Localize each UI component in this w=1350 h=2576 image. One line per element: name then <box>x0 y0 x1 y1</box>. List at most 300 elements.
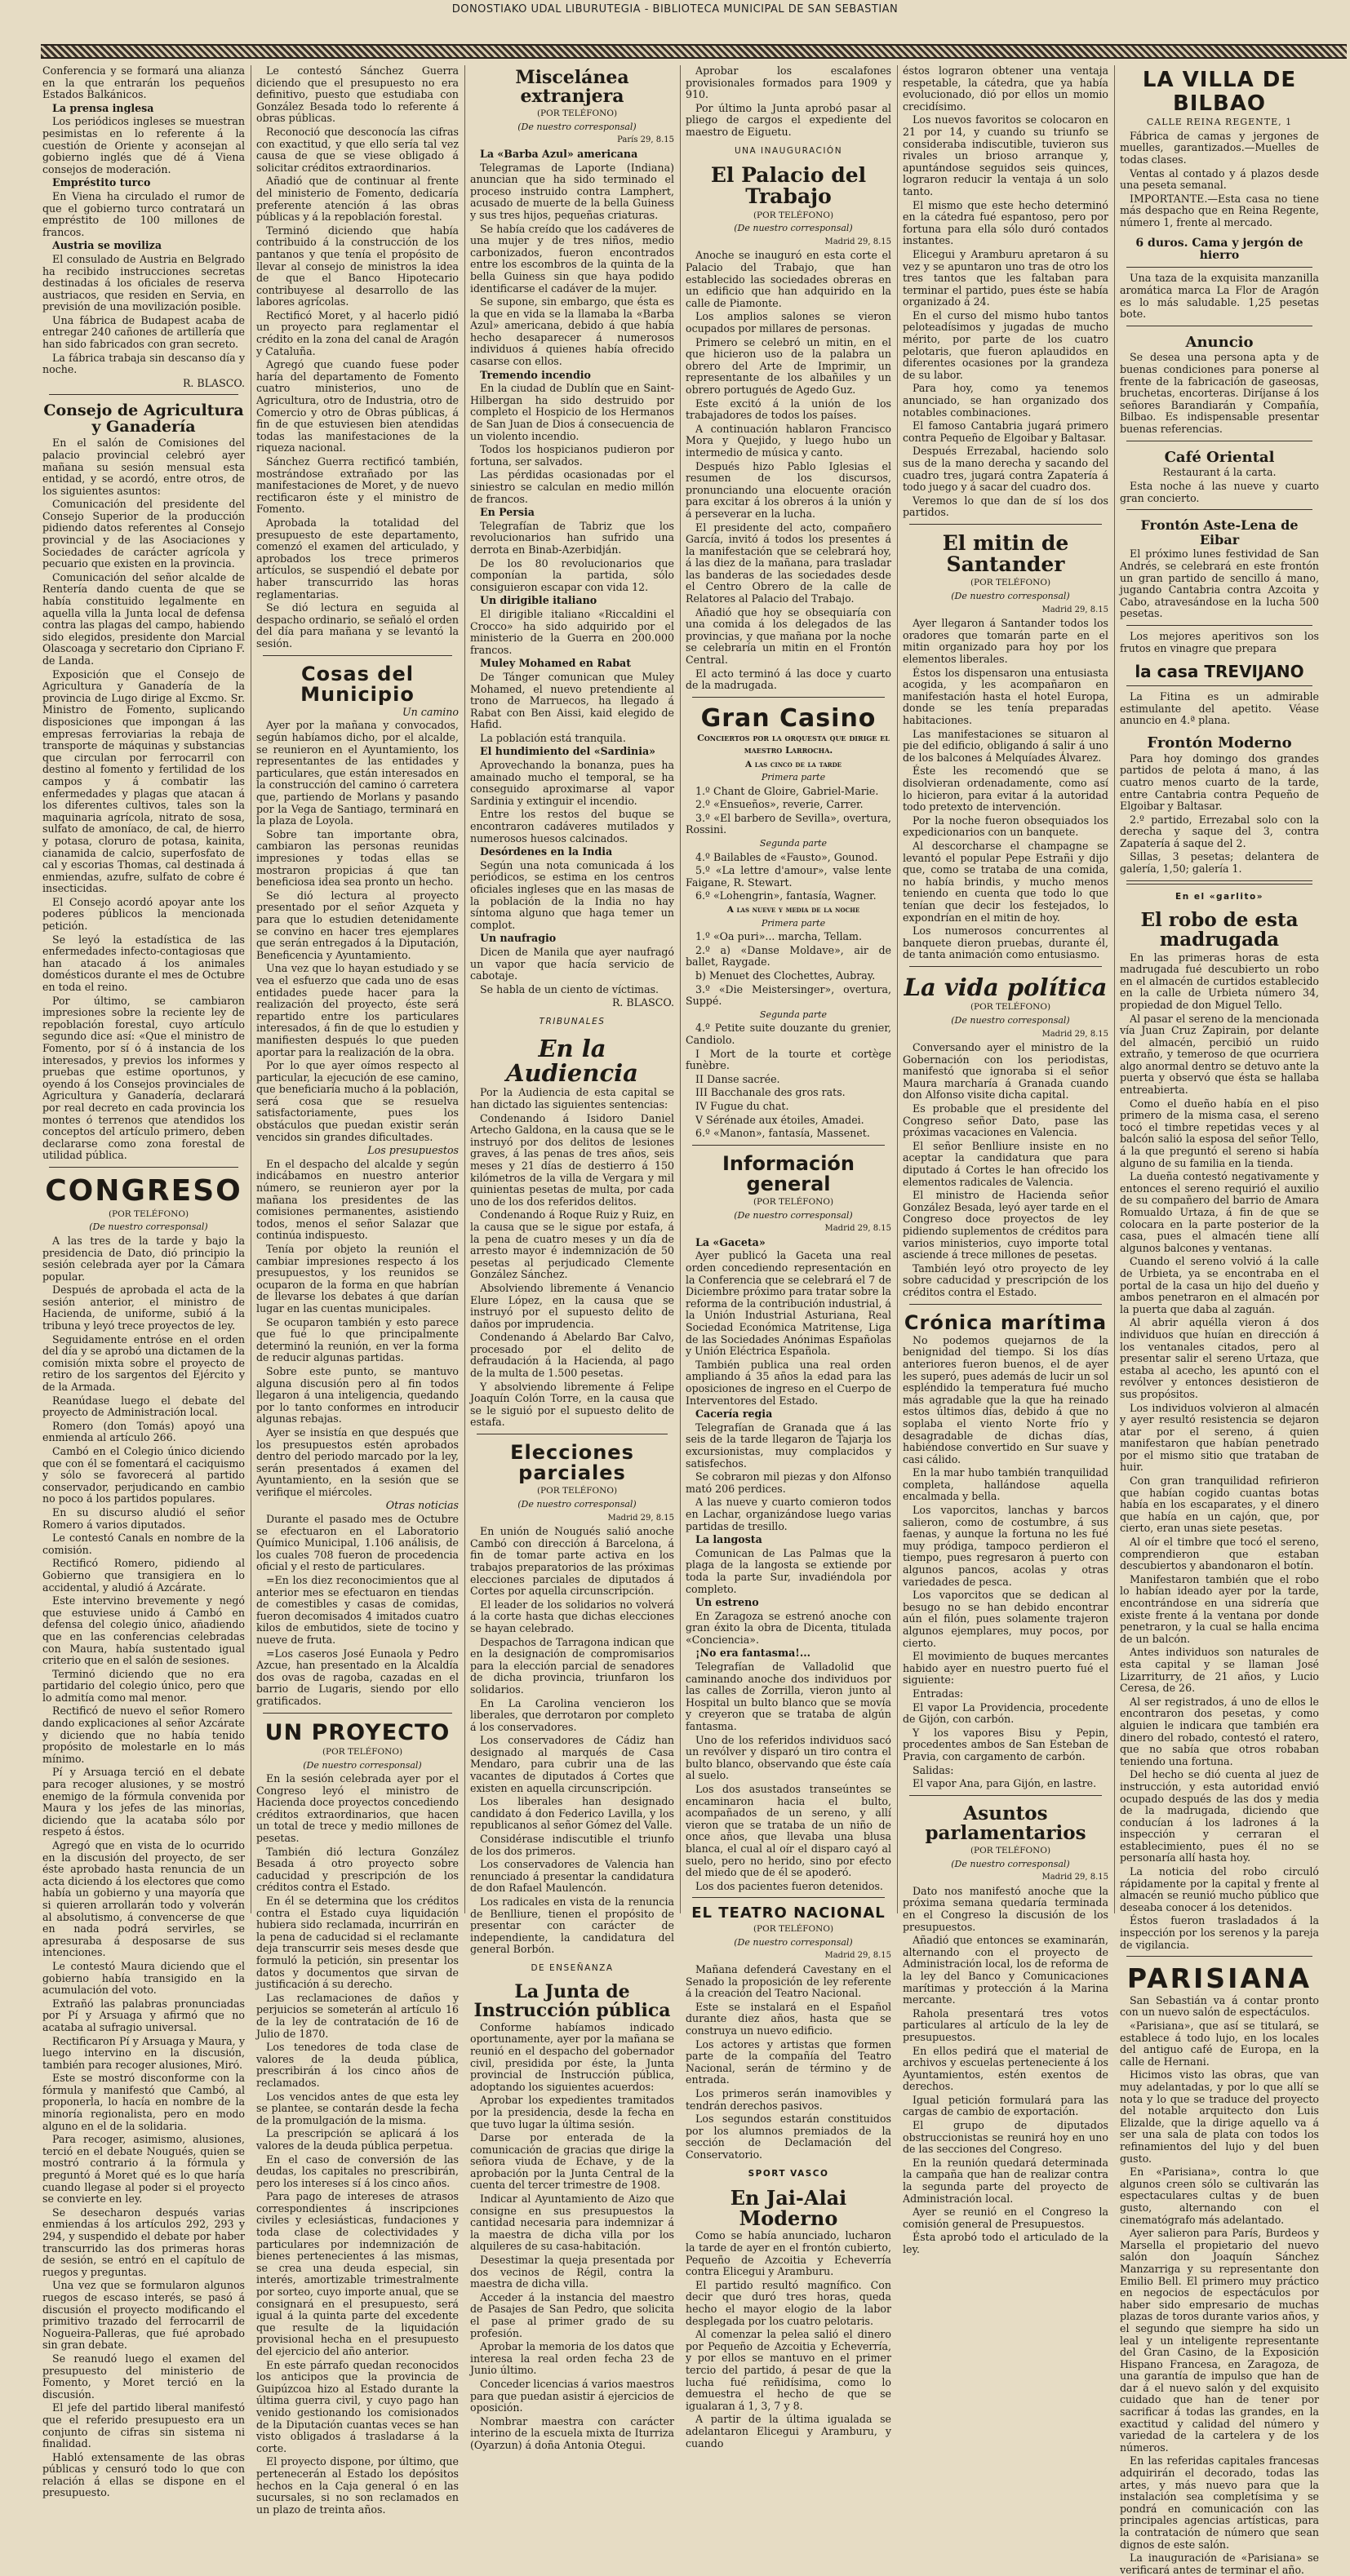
program-item: 4.º Bailables de «Fausto», Gounod. <box>695 850 878 863</box>
dateline: Madrid 29, 8.15 <box>824 1224 891 1234</box>
paragraph: Al oír el timbre que tocó el sereno, comprendieron que estaban descubiertos y abandonaron el botín. <box>1120 1536 1319 1572</box>
paragraph: Comunican de Las Palmas que la plaga de la langosta se extiende por toda la parte Sur, invadiéndola por completo. <box>686 1546 891 1595</box>
paragraph: Tenía por objeto la reunión el cambiar impresiones respecto á los presupuestos, y los reunidos se ocuparon de la forma en que habrían de llevarse los debates á que darían lugar en las cuentas municipales. <box>256 1243 459 1315</box>
paragraph: Entre los restos del buque se encontraron cadáveres mutilados y numerosos huesos calcinados. <box>470 808 674 845</box>
divider <box>692 1897 885 1898</box>
subheading: Austria se moviliza <box>52 239 162 252</box>
program-item: 5.º «La lettre d'amour», valse lente Faigane, R. Stewart. <box>686 864 891 889</box>
paragraph: Durante el pasado mes de Octubre se efectuaron en el Laboratorio Químico Municipal, 1.106 análisis, de los cuales 708 fueron de procedencia oficial y el resto de particulares. <box>256 1513 459 1573</box>
section-label: TRIBUNALES <box>539 1016 606 1026</box>
paragraph: Conferencia y se formará una alianza en la que entrarán los pequeños Estados Balkánicos. <box>42 64 245 101</box>
wire-tag: (POR TELÉFONO) <box>322 1746 403 1757</box>
paragraph: Se supone, sin embargo, que ésta es la que en vida se la llamaba la «Barba Azul» americana, debido á que había hecho desaparecer á numerosos individuos á quienes había ofrecido casarse con ellos. <box>470 295 674 368</box>
headline-asuntos-parlamentarios: Asuntos parlamentarios <box>925 1802 1086 1844</box>
paragraph: Exposición que el Consejo de Agricultura y Ganadería de la provincia de Lugo dirige al Excmo. Sr. Ministro de Fomento, suplicando disposiciones que impongan á las empresas ferroviarias la rebaja de transporte de máquinas y substancias que circulan por ferrocarril con destino al fomento y fertilidad de los campos y á combatir las enfermedades y plagas que atacan á los diferentes cultivos, tales son la maquinaria agrícola, nitrato de sosa, sulfato de amoníaco, de cal, de hierro y potasa, cloruro de potasa, kainita, cianamida de calcio, superfosfato de cal y escorias Thomas, cal destinada á enmiendas, azufre, sulfato de cobre é insecticidas. <box>42 667 245 895</box>
paragraph: Se dió lectura en seguida al despacho ordinario, se señaló el orden del día para mañana y se levantó la sesión. <box>256 601 459 650</box>
paragraph: Se desecharon después varias enmiendas á los artículos 292, 293 y 294, y suspendido el debate por haber transcurrido las dos primeras horas de sesión, se entró en el capítulo de ruegos y preguntas. <box>42 2206 245 2278</box>
paragraph: Los mejores aperitivos son los frutos en vinagre que prepara <box>1120 629 1319 654</box>
paragraph: Darse por enterada de la comunicación de gracias que dirige la señora viuda de Echave, y de la aprobación por la Junta Central de la cuenta del tercer trimestre de 1908. <box>470 2131 674 2192</box>
paragraph: A continuación hablaron Francisco Mora y Quejido, y luego hubo un intermedio de música y canto. <box>686 422 891 459</box>
paragraph: Al descorcharse el champagne se levantó el popular Pepe Estrañi y dijo que, como se trataba de una comida, no había brindis, y mucho menos teniendo en cuenta que todo lo que tenían que decir los festejados, lo expondrían en el mitin de hoy. <box>903 839 1108 924</box>
paragraph: Los actores y artistas que formen parte de la compañía del Teatro Nacional, serán de término y de entrada. <box>686 2037 891 2086</box>
dateline: París 29, 8.15 <box>617 135 674 145</box>
column-3 <box>470 65 674 2451</box>
headline-jai-alai-moderno: En Jai-Alai Moderno <box>730 2186 847 2231</box>
paragraph: Elicegui y Aramburu apretaron á su vez y se apuntaron uno tras de otro los tres tantos que les faltaban para terminar el partido, pues éste se había organizado á 24. <box>903 247 1108 308</box>
paragraph: Le contestó Sánchez Guerra diciendo que el presupuesto no era definitivo, puesto que estudiaba con González Besada todo lo referente á obras públicas. <box>256 64 459 125</box>
paragraph: Cambó en el Colegio único diciendo que con él se fomentará el caciquismo y sólo se favorecerá al partido conservador, perjudicando en cambio no poco á los partidos populares. <box>42 1445 245 1505</box>
program-item: 3.º «El barbero de Sevilla», overtura, Rossini. <box>686 811 891 836</box>
paragraph: También dió lectura González Besada á otro proyecto sobre caducidad y prescripción de los créditos contra el Estado. <box>256 1845 459 1894</box>
paragraph: En la sesión celebrada ayer por el Congreso leyó el ministro de Hacienda doce proyectos concediendo créditos extraordinarios, que hacen un total de trece y medio millones de pesetas. <box>256 1772 459 1845</box>
headline-cronica-maritima: Crónica marítima <box>904 1310 1108 1334</box>
paragraph: En Zaragoza se estrenó anoche con gran éxito la obra de Dicenta, titulada «Conciencia». <box>686 1609 891 1646</box>
correspondent-tag: (De nuestro corresponsal) <box>89 1221 208 1233</box>
paragraph: Sánchez Guerra rectificó también, mostrándose extrañado por las manifestaciones de Moret, y de nuevo rectificaron éste y el ministro de Fomento. <box>256 455 459 516</box>
paragraph: Este se mostró disconforme con la fórmula y manifestó que Cambó, al proponerla, lo hacía en nombre de la minoría regionalista, pero en modo alguno en el de la solidaria. <box>42 2072 245 2132</box>
program-item: III Bacchanale des gros rats. <box>695 1086 846 1099</box>
dateline: Madrid 29, 8.15 <box>824 1951 891 1961</box>
correspondent-tag: (De nuestro corresponsal) <box>734 223 853 234</box>
paragraph: Por último, se cambiaron impresiones sobre la reciente ley de repoblación forestal, cuyo artículo segundo dice así: «Que el ministro de Fomento, por sí ó á instancia de los interesados, y previos los informes y pruebas que estime oportunos, y oyendo á los Consejos provinciales de Agricultura y Ganadería, declarará por real decreto en cada provincia los montes ó terrenos que atendidos los conceptos del artículo primero, deben declararse como zona forestal de utilidad pública. <box>42 994 245 1162</box>
paragraph: Éste les recomendó que se disolvieran ordenadamente, como así lo hicieron, para evitar á la autoridad todo pretexto de intervención. <box>903 765 1108 814</box>
column-6 <box>1120 65 1319 2576</box>
paragraph: En ellos pedirá que el material de archivos y escuelas perteneciente á los Ayuntamientos, estén exentos de derechos. <box>903 2044 1108 2093</box>
paragraph: Anoche se inauguró en esta corte el Palacio del Trabajo, que han establecido las sociedades obreras en un edificio que han adquirido en la calle de Piamonte. <box>686 249 891 309</box>
divider <box>909 1795 1102 1796</box>
ad-title-fronton-moderno: Frontón Moderno <box>1147 734 1292 752</box>
subheading: Cacería regia <box>695 1408 773 1421</box>
dateline: Madrid 29, 8.15 <box>1041 1029 1108 1039</box>
divider <box>909 966 1102 967</box>
subheading: Un estreno <box>695 1596 759 1609</box>
paragraph: Los individuos volvieron al almacén y ayer resultó resistencia se dejaron atar por el sereno, á quien manifestaron que habían penetrado por el mismo sitio que trataban de huir. <box>1120 1401 1319 1474</box>
headline-congreso: CONGRESO <box>45 1173 242 1208</box>
paragraph: Le contestó Maura diciendo que el gobierno había transigido en la acumulación del voto. <box>42 1959 245 1997</box>
paragraph: En el despacho del alcalde y según indicábamos en nuestro anterior número, se reunieron ayer por la mañana los presidentes de las comisiones permanentes, asistiendo todos, menos el señor Salazar que continúa indispuesto. <box>256 1157 459 1242</box>
paragraph: De Tánger comunican que Muley Mohamed, el nuevo pretendiente al trono de Marruecos, ha llegado á Rabat con Ben Aissi, kaid elegido de Hafid. <box>470 670 674 731</box>
paragraph: Los amplios salones se vieron ocupados por millares de personas. <box>686 310 891 335</box>
paragraph: Después Errezabal, haciendo solo sus de la mano derecha y sacando del cuadro tres, jugará contra Zapatería á todo juego y á sacar del cuadro dos. <box>903 445 1108 494</box>
paragraph: =Los caseros José Eunaola y Pedro Azcue, han presentado en la Alcaldía dos ovas de ragoba, cazadas en el barrio de Lugaris, siendo por ello gratificados. <box>256 1647 459 1707</box>
program-item: 4.º Petite suite douzante du grenier, Candiolo. <box>686 1022 891 1046</box>
paragraph: Los conservadores de Valencia han renunciado á presentar la candidatura de don Rafael Maulencón. <box>470 1858 674 1895</box>
paragraph: El próximo lunes festividad de San Andrés, se celebrará en este frontón un gran partido de sencillo á mano, jugando Cantabria contra Azcoita y Cabo, atravesándose en la lucha 500 pesetas. <box>1120 548 1319 620</box>
program-item: 1.º Chant de Gloire, Gabriel-Marie. <box>695 784 879 797</box>
divider <box>49 394 238 395</box>
subheading: Los presupuestos <box>367 1144 459 1157</box>
dateline: Madrid 29, 8.15 <box>1041 1873 1108 1882</box>
program-list-night-part2 <box>686 1022 891 1139</box>
paragraph: Comunicación del señor alcalde de Rentería dando cuenta de que se había constituido legalmente en aquella villa la Junta local de defensa contra las plagas del campo, habiendo sido elegidos, presidente don Marcial Olascoaga y secretario don Cipriano F. de Landa. <box>42 570 245 667</box>
paragraph: Los numerosos concurrentes al banquete dieron pruebas, durante él, de tanta animación como entusiasmo. <box>903 924 1108 961</box>
paragraph: Los conservadores de Cádiz han designado al marqués de Casa Mendaro, para cubrir una de las vacantes de diputados á Cortes que existen en aquella circunscripción. <box>470 1734 674 1794</box>
paragraph: En «Parisiana», contra lo que algunos creen sólo se cultivarán las espectaculares cultas y de buen gusto, alternando con el cinematógrafo más adelantado. <box>1120 2166 1319 2226</box>
headline-en-la-audiencia: En la Audiencia <box>506 1034 638 1087</box>
paragraph: En la ciudad de Dublín que en Saint-Hilbergan ha sido destruido por completo el Hospicio de los Hermanos de San Juan de Dios á consecuencia de un violento incendio. <box>470 382 674 442</box>
paragraph: IMPORTANTE.—Esta casa no tiene más despacho que en Reina Regente, número 1, frente al mercado. <box>1120 192 1319 228</box>
paragraph: «Parisiana», que así se titulará, se establece á todo lujo, en los locales del antiguo café de Europa, en la calle de Hernani. <box>1120 2020 1319 2068</box>
paragraph: Ayer publicó la Gaceta una real orden concediendo representación en la Conferencia que se celebrará el 7 de Diciembre próximo para tratar sobre la reforma de la contribución industrial, á la Unión Industrial Asturiana, Real Sociedad Económica Matritense, Liga de las Sociedades Anónimas Españolas y Unión Eléctrica Española. <box>686 1249 891 1358</box>
program-item: II Danse sacrée. <box>695 1072 780 1085</box>
paragraph: Igual petición formulará para las cargas de cambio de exportación. <box>903 2093 1108 2118</box>
paragraph: Se desea una persona apta y de buenas condiciones para ponerse al frente de la fabricación de gaseosas, bruchetas, encorteras. Diríjanse á los señores Barandiarán y Compañía, Bilbao. Es indispensable presentar buenas referencias. <box>1120 351 1319 436</box>
paragraph: Ayer llegaron á Santander todos los oradores que tomarán parte en el mitin organizado para hoy por los elementos liberales. <box>903 617 1108 666</box>
ad-title-cama-jergon: 6 duros. Cama y jergón de hierro <box>1135 236 1303 262</box>
paragraph: Los segundos estarán constituidos por los alumnos premiados de la sección de Declamación del Conservatorio. <box>686 2113 891 2161</box>
paragraph: Rectificó Romero, pidiendo al Gobierno que transigiera en lo accidental, y aludió á Azcárate. <box>42 1557 245 1594</box>
headline-informacion-general: Información general <box>722 1151 855 1195</box>
paragraph: Los vaporcitos, lanchas y barcos salieron, como de costumbre, á sus faenas, y aunque la fortuna no les fué muy pródiga, tampoco perdieron el tiempo, pues regresaron á puerto con algunos pancos, acolas y otras variedades de pesca. <box>903 1504 1108 1588</box>
divider <box>692 1145 885 1146</box>
paragraph: Hicimos visto las obras, que van muy adelantadas, y por lo que allí se nota y lo que se traduce del proyecto del notable arquitecto don Luis Elizalde, que la dirige aquello va á ser una sala de plata con todos los refinamientos del lujo y del buen gusto. <box>1120 2068 1319 2165</box>
program-item: 2.º a) «Danse Moldave», air de ballet, Raygade. <box>686 943 891 969</box>
subheading: A las cinco de la tarde <box>745 759 842 769</box>
paragraph: Se cobraron mil piezas y don Alfonso mató 206 perdices. <box>686 1470 891 1495</box>
program-item: 6.º «Manon», fantasía, Massenet. <box>695 1127 870 1140</box>
divider <box>692 697 885 698</box>
paragraph: Conceder licencias á varios maestros para que puedan asistir á ejercicios de oposición. <box>470 2377 674 2414</box>
paragraph: Se había creído que los cadáveres de una mujer y de tres niños, medio carbonizados, fueron encontrados entre los escombros de la quinta de la bella Guiness sin que haya podido identificarse el cadáver de la mujer. <box>470 222 674 295</box>
paragraph: El movimiento de buques mercantes habido ayer en nuestro puerto fué el siguiente: <box>903 1650 1108 1687</box>
paragraph: Aprobar los escalafones provisionales formados para 1909 y 910. <box>686 64 891 101</box>
dateline: Madrid 29, 8.15 <box>1041 605 1108 614</box>
paragraph: Para recoger, asimismo, alusiones, terció en el debate Nougués, quien se mostró contrario á la fórmula y preguntó á Moret qué es lo que haría cuando llegase al poder si el proyecto se convierte en ley. <box>42 2133 245 2206</box>
paragraph: Telegramas de Laporte (Indiana) anuncian que ha sido terminado el proceso instruido contra Lamphert, acusado de muerte de la bella Guiness y sus tres hijos, pequeñas criaturas. <box>470 161 674 221</box>
paragraph: En su discurso aludió el señor Romero á varios diputados. <box>42 1505 245 1531</box>
paragraph: Con gran tranquilidad refirieron que habían cogido cuantas botas había en los escaparates, y el dinero que había en un cajón, que, por cierto, eran unas siete pesetas. <box>1120 1474 1319 1535</box>
subheading: Desórdenes en la India <box>480 845 613 858</box>
paragraph: En la mar hubo también tranquilidad completa, hallándose aquella encalmada y bella. <box>903 1466 1108 1503</box>
paragraph: Aprobar la memoria de los datos que interesa la real orden fecha 23 de Junio último. <box>470 2340 674 2377</box>
paragraph: Agregó que en vista de lo ocurrido en la discusión del proyecto, de ser éste aprobado hasta renuncia de un acta diciendo á los electores que como había un gobierno y una mayoría que si quieren arrollarán todo y volverán al absolutismo, á convencerse de que en nada podrá servirles, se apresuraba á desposarse de sus intenciones. <box>42 1839 245 1959</box>
paragraph: Despachos de Tarragona indican que en la designación de compromisarios para la elección parcial de senadores de dicha provincia, triunfaron los solidarios. <box>470 1635 674 1696</box>
paragraph: En las primeras horas de esta madrugada fué descubierto un robo en el almacén de curtidos establecido en la calle de Urbieta número 34, propiedad de don Miguel Tello. <box>1120 951 1319 1011</box>
paragraph: Se leyó la estadística de las enfermedades infecto-contagiosas que han atacado á los animales domésticos durante el mes de Octubre en toda el reino. <box>42 933 245 994</box>
paragraph: Fábrica de camas y jergones de muelles, garantizados.—Muelles de todas clases. <box>1120 129 1319 166</box>
paragraph: Aprovechando la bonanza, pues ha amainado mucho el temporal, se ha conseguido aproximarse al vapor Sardinia y extinguir el incendio. <box>470 759 674 807</box>
headline-mitin-santander: El mitin de Santander <box>942 530 1069 577</box>
subheading: La «Barba Azul» americana <box>480 147 638 160</box>
paragraph: Y los vapores Bisu y Pepin, procedentes ambos de San Esteban de Pravia, con cargamento de carbón. <box>903 1726 1108 1762</box>
column-rule <box>897 65 898 1913</box>
divider <box>1126 267 1312 268</box>
paragraph: Por lo que ayer oímos respecto al particular, la ejecución de ese camino, que beneficiaría mucho á la población, será cosa que se resuelva satisfactoriamente, pues los obstáculos que puedan existir serán vencidos sin grandes dificultades. <box>256 1059 459 1143</box>
paragraph: Las pérdidas ocasionadas por el siniestro se calculan en medio millón de francos. <box>470 468 674 505</box>
paragraph: Sobre este punto, se mantuvo alguna discusión pero al fin todos llegaron á una inteligencia, quedando por lo tanto conformes en introducir algunas rebajas. <box>256 1364 459 1425</box>
paragraph: Reconoció que desconocía las cifras con exactitud, y que ello sería tal vez causa de que se viese obligado á solicitar créditos extraordinarios. <box>256 125 459 174</box>
paragraph: Aprobar los expedientes tramitados por la presidencia, desde la fecha en que tuvo lugar la última sesión. <box>470 2094 674 2130</box>
paragraph: Habló extensamente de las obras públicas y censuró todo lo que con relación á ellas se dispone en el presupuesto. <box>42 2450 245 2499</box>
paragraph: Agregó que cuando fuese poder haría del departamento de Fomento cuatro ministerios, uno de Agricultura, otro de Industria, otro de Comercio y otro de Obras públicas, á fin de que estuviesen bien atendidas todas las manifestaciones de la riqueza nacional. <box>256 358 459 454</box>
paragraph: Los periódicos ingleses se muestran pesimistas en lo referente á la cuestión de Oriente y aconsejan al gobierno inglés que dé á Viena consejos de moderación. <box>42 115 245 175</box>
paragraph: Añadió que entonces se examinarán, alternando con el proyecto de Administración local, los de reforma de la ley del Banco y Comunicaciones marítimas y protección á la Marina mercante. <box>903 1934 1108 2006</box>
paragraph: De los 80 revolucionarios que componían la partida, sólo consiguieron escapar con vida 12. <box>470 556 674 593</box>
subheading: Un dirigible italiano <box>480 594 597 607</box>
paragraph: El acto terminó á las doce y cuarto de la madrugada. <box>686 667 891 692</box>
paragraph: La prescripción se aplicará á los valores de la deuda pública perpetua. <box>256 2127 459 2152</box>
wire-tag: (POR TELÉFONO) <box>970 578 1051 588</box>
paragraph: El proyecto dispone, por último, que pertenecerán al Estado los depósitos hechos en la Caja general ó en las sucursales, si no son reclamados en un plazo de treinta años. <box>256 2455 459 2516</box>
column-rule <box>680 65 681 1913</box>
paragraph: Los nuevos favoritos se colocaron en 21 por 14, y cuando su triunfo se consideraba indiscutible, tuvieron sus rivales un brioso arranque y, apuntándose seguidos seis quinces, lograron reducir la ventaja á un solo tanto. <box>903 113 1108 197</box>
paragraph: Los vencidos antes de que esta ley se plantee, se contarán desde la fecha de la promulgación de la misma. <box>256 2090 459 2126</box>
paragraph: Nombrar maestra con carácter interino de la escuela mixta de Iturriza (Oyarzun) á doña Antonia Otegui. <box>470 2414 674 2451</box>
paragraph: 2.º partido, Errezabal solo con la derecha y saque del 3, contra Zapatería á saque del 2. <box>1120 813 1319 849</box>
subheading: Muley Mohamed en Rabat <box>480 657 632 670</box>
paragraph: Acceder á la instancia del maestro de Pasajes de San Pedro, que solicita el pase al primer grado de su profesión. <box>470 2290 674 2339</box>
headline-un-proyecto: UN PROYECTO <box>264 1719 451 1745</box>
paragraph: Este se instalará en el Español durante diez años, hasta que se construya un nuevo edificio. <box>686 2000 891 2037</box>
subheading: Primera parte <box>761 772 826 783</box>
paragraph: =En los diez reconocimientos que al anterior mes se efectuaron en tiendas de comestibles y casas de comidas, fueron decomisados 4 imitados cuatro kilos de embutidos, siete de tocino y nueve de fruta. <box>256 1574 459 1646</box>
paragraph: Comunicación del presidente del Consejo Superior de la producción pidiendo datos referentes al Consejo provincial y de las Asociaciones y Sociedades de carácter agrícola y pecuario que existen en la provincia. <box>42 498 245 570</box>
paragraph: Romero (don Tomás) apoyó una enmienda al artículo 266. <box>42 1419 245 1444</box>
program-list-afternoon-part2 <box>686 852 891 902</box>
paragraph: Pí y Arsuaga terció en el debate para recoger alusiones, y se mostró enemigo de la fórmula convenida por Maura y los jefes de las minorías, diciendo que la acataba sólo por respeto á éstos. <box>42 1766 245 1838</box>
paragraph: El famoso Cantabria jugará primero contra Pequeño de Elgoibar y Baltasar. <box>903 419 1108 444</box>
divider <box>263 1713 452 1714</box>
paragraph: Salidas: <box>913 1763 954 1776</box>
paragraph: Añadió que hoy se obsequiaría con una comida á los delegados de las provincias, y que mañana por la noche se celebraría un mitin en el Frontón Central. <box>686 605 891 667</box>
wire-tag: (POR TELÉFONO) <box>753 1924 834 1935</box>
paragraph: El vapor Ana, para Gijón, en lastre. <box>913 1777 1097 1790</box>
paragraph: En él se determina que los créditos contra el Estado cuya liquidación hubiera sido reclamada, incurrirán en la pena de caducidad si el reclamante deja transcurrir seis meses desde que formuló la petición, sin presentar los datos y documentos que sirvan de justificación á su derecho. <box>256 1895 459 1991</box>
ad-title-fronton-aste-lena: Frontón Aste-Lena de Eibar <box>1140 517 1299 548</box>
paragraph: Conversando ayer el ministro de la Gobernación con los periodistas, manifestó que ignoraba si el señor Maura marcharía á Granada cuando don Alfonso visite dicha capital. <box>903 1041 1108 1102</box>
paragraph: En el salón de Comisiones del palacio provincial celebró ayer mañana su sesión mensual esta entidad, y se acordó, entre otros, de los siguientes asuntos: <box>42 437 245 497</box>
paragraph: Terminó diciendo que no era partidario del colegio único, pero que lo admitía como mal menor. <box>42 1667 245 1704</box>
subheading: A las nueve y media de la noche <box>726 905 860 916</box>
wire-tag: (POR TELÉFONO) <box>753 1197 834 1208</box>
paragraph: éstos lograron obtener una ventaja respetable, la cátedra, que ya había evolucionado, dió por ellos un momio crecidísimo. <box>903 64 1108 113</box>
program-item: 2.º «Ensueños», reverie, Carrer. <box>695 798 864 811</box>
correspondent-tag: (De nuestro corresponsal) <box>951 1858 1070 1869</box>
program-list-afternoon-part1 <box>686 786 891 836</box>
paragraph: Entradas: <box>913 1687 964 1700</box>
paragraph: Dato nos manifestó anoche que la próxima semana quedaría terminada en el Congreso la discusión de los presupuestos. <box>903 1884 1108 1933</box>
ad-subtitle: CALLE REINA REGENTE, 1 <box>1146 117 1293 128</box>
paragraph: En Viena ha circulado el rumor de que el gobierno turco contratará un empréstito de 100 millones de francos. <box>42 189 245 238</box>
program-item: IV Fugue du chat. <box>695 1099 789 1112</box>
paragraph: La población está tranquila. <box>480 731 626 744</box>
paragraph: Se reanudó luego el examen del presupuesto del ministerio de Fomento, y Moret terció en la discusión. <box>42 2352 245 2401</box>
paragraph: Mañana defenderá Cavestany en el Senado la proposición de ley referente á la creación del Teatro Nacional. <box>686 1963 891 2000</box>
wire-tag: (POR TELÉFONO) <box>536 109 618 119</box>
paragraph: Los liberales han designado candidato á don Federico Lavilla, y los republicanos al señor Gómez del Valle. <box>470 1795 674 1832</box>
wire-tag: (POR TELÉFONO) <box>753 210 834 220</box>
ad-title-villa-bilbao: LA VILLA DE BILBAO <box>1142 68 1297 116</box>
program-list-night-part1 <box>686 931 891 1008</box>
paragraph: Se dió lectura al proyecto presentado por el señor Azqueta y para que lo estudien detenidamente se convino en hacer tres ejemplares que serán entregados á la Diputación, Beneficencia y Ayuntamiento. <box>256 889 459 961</box>
paragraph: Es probable que el presidente del Congreso señor Dato, pase las próximas vacaciones en Valencia. <box>903 1102 1108 1139</box>
paragraph: Por último la Junta aprobó pasar al pliego de cargos el expediente del maestro de Eiguetu. <box>686 101 891 138</box>
paragraph: Según una nota comunicada á los periódicos, se estima en los centros oficiales ingleses que en las masas de la población de la India no hay síntoma alguno que haga temer un complot. <box>470 858 674 931</box>
paragraph: Como se había anunciado, lucharon la tarde de ayer en el frontón cubierto, Pequeño de Azcoitia y Echeverría contra Elicegui y Aramburu. <box>686 2229 891 2278</box>
paragraph: Seguidamente entróse en el orden del día y se aprobó una dictamen de la comisión mixta sobre el proyecto de retiro de los sargentos del Ejército y de la Armada. <box>42 1332 245 1394</box>
correspondent-tag: (De nuestro corresponsal) <box>517 1499 637 1510</box>
subheading: Segunda parte <box>759 838 828 849</box>
paragraph: Condenando á Roque Ruiz y Ruiz, en la causa que se le sigue por estafa, á la pena de cuatro meses y un día de arresto mayor é indemnización de 50 pesetas al perjudicado Clemente González Sánchez. <box>470 1208 674 1281</box>
correspondent-tag: (De nuestro corresponsal) <box>303 1759 422 1771</box>
dateline: Madrid 29, 8.15 <box>824 237 891 246</box>
paragraph: A partir de la última igualada se adelantaron Elicegui y Aramburu, y cuando <box>686 2413 891 2450</box>
subheading: En Persia <box>480 506 535 519</box>
paragraph: Como el dueño había en el piso primero de la misma casa, el sereno tocó el timbre repetidas veces y al balcón salió la esposa del señor Tello, á la que preguntó el sereno si había alguno de su familia en la tienda. <box>1120 1097 1319 1169</box>
correspondent-tag: (De nuestro corresponsal) <box>734 1209 853 1221</box>
paragraph: La Fitina es un admirable estimulante del apetito. Véase anuncio en 4.ª plana. <box>1120 690 1319 727</box>
paragraph: Por la noche fueron obsequiados los expedicionarios con un banquete. <box>903 814 1108 839</box>
subheading: Tremendo incendio <box>480 368 591 381</box>
divider <box>49 1167 238 1168</box>
paragraph: Una fábrica de Budapest acaba de entregar 240 cañones de artillería que han sido fabricados con gran secreto. <box>42 313 245 351</box>
section-label: SPORT VASCO <box>748 2168 829 2179</box>
correspondent-tag: (De nuestro corresponsal) <box>951 1014 1070 1026</box>
paragraph: Extrañó las palabras pronunciadas por Pí y Arsuaga y afirmó que no acataba al sufragio universal. <box>42 1997 245 2033</box>
paragraph: En el caso de conversión de las deudas, los capitales no prescribirán, pero los intereses sí á los cinco años. <box>256 2153 459 2189</box>
program-item: V Sérénade aux étoiles, Amadei. <box>695 1113 864 1126</box>
headline-elecciones-parciales: Elecciones parciales <box>510 1441 634 1485</box>
wire-tag: (POR TELÉFONO) <box>970 1002 1051 1013</box>
ad-title-cafe-oriental: Café Oriental <box>1164 448 1275 466</box>
subheading: Empréstito turco <box>52 176 151 189</box>
paragraph: También publica una real orden ampliando á 35 años la edad para las oposiciones de ingreso en el Cuerpo de Interventores del Estado. <box>686 1358 891 1407</box>
paragraph: El partido resultó magnífico. Con decir que duró tres horas, queda hecho el mayor elogio de la labor desplegada por los cuatro pelotaris. <box>686 2278 891 2327</box>
paragraph: Dicen de Manila que ayer naufragó un vapor que hacía servicio de cabotaje. <box>470 945 674 982</box>
subheading: La «Gaceta» <box>695 1235 766 1248</box>
paragraph: En este párrafo quedan reconocidos los anticipos que la provincia de Guipúzcoa hizo al Estado durante la última guerra civil, y cuyo pago han venido gestionando los comisionados de la Diputación cuantas veces se han visto obligados á trasladarse á la corte. <box>256 2358 459 2454</box>
column-2 <box>256 64 459 2516</box>
paragraph: Todos los hospicianos pudieron por fortuna, ser salvados. <box>470 443 674 468</box>
paragraph: Éstos fueron trasladados á la inspección por los serenos y la pareja de vigilancia. <box>1120 1914 1319 1951</box>
divider <box>1126 1956 1312 1957</box>
program-item: 3.º «Die Meistersinger», overtura, Suppé. <box>686 982 891 1008</box>
paragraph: Después hizo Pablo Iglesias el resumen de los discursos, pronunciando una elocuente oración para excitar á los obreros á la unión y á perseverar en la lucha. <box>686 459 891 520</box>
paragraph: La dueña contestó negativamente y entonces el sereno requirió el auxilio de su compañero del barrio de Amara Romualdo Urtaza, á fin de que se colocara en la parte posterior de la casa, pues el almacén tiene allí algunos balcones y ventanas. <box>1120 1170 1319 1254</box>
headline-junta-instruccion: La Junta de Instrucción pública <box>473 1980 671 2021</box>
headline-cosas-municipio: Cosas del Municipio <box>300 662 415 706</box>
paragraph: Condenando á Isidoro Daniel Artecho Galdona, en la causa que se le instruyó por dos delitos de lesiones graves, á las penas de tres años, seis meses y 21 días de destierro á 150 kilómetros de la villa de Vergara y mil quinientas pesetas de multa, por cada uno de los dos referidos delitos. <box>470 1111 674 1208</box>
paragraph: Una taza de la exquisita manzanilla aromática marca La Flor de Aragón es lo más saludable. 1,25 pesetas bote. <box>1120 272 1319 321</box>
column-4 <box>686 64 891 2450</box>
paragraph: Este intervino brevemente y negó que estuviese unido á Cambó en defensa del colegio único, añadiendo que en las conferencias celebradas con Maura, había sustentado igual criterio que en el salón de sesiones. <box>42 1594 245 1667</box>
paragraph: El leader de los solidarios no volverá á la corte hasta que dichas elecciones se hayan celebrado. <box>470 1598 674 1634</box>
byline: R. BLASCO. <box>182 376 245 389</box>
paragraph: El Consejo acordó apoyar ante los poderes públicos la mencionada petición. <box>42 895 245 933</box>
paragraph: Telegrafían de Valladolid que caminando anoche dos individuos por las calles de Zorrilla, vieron junto al Hospital un bulto blanco que se movía y creyeron que se trataba de algún fantasma. <box>686 1660 891 1733</box>
correspondent-tag: (De nuestro corresponsal) <box>951 591 1070 602</box>
wire-tag: (POR TELÉFONO) <box>536 1486 618 1496</box>
paragraph: Uno de los referidos individuos sacó un revólver y disparó un tiro contra el bulto blanco, observando que éste caía al suelo. <box>686 1733 891 1782</box>
headline-gran-casino: Gran Casino <box>700 703 877 733</box>
paragraph: Al comenzar la pelea salió el dinero por Pequeño de Azcoitia y Echeverría, y por ellos se mantuvo en el primer tercio del partido, á pesar de que la lucha fué reñidísima, como lo demuestra el hecho de que se igualaran á 1, 3, 7 y 8. <box>686 2328 891 2412</box>
correspondent-tag: (De nuestro corresponsal) <box>517 121 637 132</box>
paragraph: Primero se celebró un mitin, en el que hicieron uso de la palabra un obrero del Arte de Imprimir, un representante de los albañiles y un obrero portugués de Agedo Guz. <box>686 335 891 396</box>
subheading: Un camino <box>402 705 459 718</box>
paragraph: Los vaporcitos que se dedican al besugo no se han debido encontrar aún el filón, pues solamente trajeron algunos ejemplares, muy pocos, por cierto. <box>903 1589 1108 1649</box>
paragraph: Ésta aprobó todo el articulado de la ley. <box>903 2231 1108 2255</box>
paragraph: Rectificó de nuevo el señor Romero dando explicaciones al señor Azcárate y diciendo que no había tenido propósito de molestarle en lo más mínimo. <box>42 1705 245 1765</box>
program-item: I Mort de la tourte et cortège funèbre. <box>686 1047 891 1072</box>
paragraph: Los primeros serán inamovibles y tendrán derechos pasivos. <box>686 2086 891 2112</box>
paragraph: Antes individuos son naturales de esta capital y se llaman José Lizarriturry, de 21 años, y Lucio Ceresa, de 26. <box>1120 1646 1319 1695</box>
paragraph: Éstos los dispensaron una entusiasta acogida, y les acompañaron en manifestación hasta el hotel Europa, donde se les tenía preparadas habitaciones. <box>903 666 1108 726</box>
paragraph: Al pasar el sereno de la mencionada vía Juan Cruz Zapirain, por delante del almacén, percibió un ruido extraño, y temeroso de que ocurriera algo anormal dentro se detuvo ante la puerta y observó que ésta se hallaba entreabierta. <box>1120 1012 1319 1097</box>
paragraph: Restaurant á la carta. <box>1162 466 1277 479</box>
paragraph: Condenando á Abelardo Bar Calvo, procesado por el delito de defraudación á la Hacienda, al pago de la multa de 1.500 pesetas. <box>470 1331 674 1380</box>
correspondent-tag: (De nuestro corresponsal) <box>734 1936 853 1948</box>
paragraph: El jefe del partido liberal manifestó que el referido presupuesto era un conjunto de cifras sin sistema ni finalidad. <box>42 2401 245 2450</box>
section-label: UNA INAUGURACIÓN <box>734 145 843 156</box>
subheading: Otras noticias <box>385 1499 459 1512</box>
paragraph: Las reclamaciones de daños y perjuicios se someterán al artículo 16 de la ley de contratación de 16 de Julio de 1870. <box>256 1991 459 2040</box>
paragraph: Telegrafían de Granada que á las seis de la tarde llegaron de Tajarja los excursionistas, muy complacidos y satisfechos. <box>686 1421 891 1470</box>
paragraph: Para hoy domingo dos grandes partidos de pelota á mano, á las cuatro menos cuarto de la tarde, entre Cantabria contra Pequeño de Elgoibar y Baltasar. <box>1120 752 1319 813</box>
paragraph: Una vez que lo hayan estudiado y se vea el esfuerzo que cada uno de esas entidades puede hacer para la realización del proyecto, éste será repartido entre los particulares interesados, á fin de que lo estudien y manifiesten después lo que pueden aportar para la realización de la obra. <box>256 962 459 1058</box>
paragraph: Ayer salieron para París, Burdeos y Marsella el propietario del nuevo salón don Joaquín Sánchez Manzarriga y su representante don Emilio Bell. El primero muy práctico en negocios de espectáculos por haber sido empresario de muchas plazas de toros durante varios años, y el segundo que siempre ha sido un leal y un inteligente representante del Gran Casino, de la Exposición Hispano Francesa, en Zaragoza, de una garantía de impulso que han de dar á el nuevo salón y del exquisito cuidado que han de tener por sacrificar á todas las grandes, en la exactitud y calidad del número y variedad de la cartelera y de los números. <box>1120 2227 1319 2454</box>
headline-palacio-trabajo: El Palacio del Trabajo <box>710 163 867 209</box>
paragraph: Los dos pacientes fueron detenidos. <box>695 1879 883 1892</box>
subheading: El hundimiento del «Sardinia» <box>480 745 656 758</box>
paragraph: Los tenedores de toda clase de valores de la deuda pública, prescribirán á los cinco años de reclamados. <box>256 2041 459 2089</box>
paragraph: El dirigible italiano «Riccaldini el Crocco» ha sido adquirido por el ministerio de la Guerra en 200.000 francos. <box>470 607 674 656</box>
column-rule <box>464 65 465 1913</box>
paragraph: Añadió que de continuar al frente del ministerio de Fomento, dedicaría preferente atención á las obras públicas y á la repoblación forestal. <box>256 175 459 224</box>
subheading: Conciertos por la orquesta que dirige el maestro Larrocha. <box>697 733 890 756</box>
paragraph: Terminó diciendo que había contribuido á la construcción de los pantanos y que tenía el propósito de llevar al consejo de ministros la idea de que el Banco Hipotecario contribuyese al desarrollo de las labores agrícolas. <box>256 224 459 308</box>
paragraph: El ministro de Hacienda señor González Besada, leyó ayer tarde en el Congreso doce proyectos de ley pidiendo suplementos de créditos para varios ministerios, cuyo importe total asciende á trece millones de pesetas. <box>903 1189 1108 1261</box>
headline-teatro-nacional: EL TEATRO NACIONAL <box>691 1904 886 1922</box>
column-5 <box>903 64 1108 2255</box>
divider <box>909 1304 1102 1305</box>
divider <box>909 524 1102 525</box>
paragraph: Al ser registrados, á uno de ellos le encontraron dos pesetas, y como alguien le indicara que también era dinero del robado, contestó el ratero, que no sabía que otros robaban teniendo una fortuna. <box>1120 1695 1319 1767</box>
paragraph: La noticia del robo circuló rápidamente por la capital y frente al almacén se reunió mucho público que deseaba conocer á los detenidos. <box>1120 1865 1319 1913</box>
library-source-line: DONOSTIAKO UDAL LIBURUTEGIA - BIBLIOTECA MUNICIPAL DE SAN SEBASTIAN <box>451 3 899 16</box>
paragraph: Esta noche á las nueve y cuarto gran concierto. <box>1120 480 1319 504</box>
wire-tag: (POR TELÉFONO) <box>970 1846 1051 1856</box>
paragraph: El consulado de Austria en Belgrado ha recibido instrucciones secretas destinadas á los oficiales de reserva austriacos, que residen en Servia, en previsión de una movilización posible. <box>42 252 245 313</box>
paragraph: Desestimar la queja presentada por dos vecinos de Régil, contra la maestra de dicha villa. <box>470 2254 674 2290</box>
paragraph: En La Carolina vencieron los liberales, que derrotaron por completo á los conservadores. <box>470 1696 674 1733</box>
divider <box>1126 880 1312 885</box>
headline-parisiana: PARISIANA <box>1126 1962 1312 1995</box>
paragraph: La fábrica trabaja sin descanso día y noche. <box>42 351 245 376</box>
paragraph: Ayer se insistía en que después que los presupuestos estén aprobados dentro del periodo marcado por la ley, serán presentados á examen del Ayuntamiento, en la sesión que se verifique el miércoles. <box>256 1425 459 1498</box>
paragraph: El presidente del acto, compañero García, invitó á todos los presentes á la manifestación que se celebrará hoy, á las diez de la mañana, para trasladar las banderas de las sociedades desde el Centro Obrero de la calle de Relatores al Palacio del Trabajo. <box>686 521 891 605</box>
program-item: 6.º «Lohengrin», fantasía, Wagner. <box>695 889 877 902</box>
paragraph: Ayer por la mañana y convocados, según habíamos dicho, por el alcalde, se reunieron en el Ayuntamiento, los representantes de las entidades y particulares, que están interesados en la construcción del camino ó carretera que, partiendo de Morlans y pasando por la Vega de Santiago, terminará en la plaza de Loyola. <box>256 719 459 827</box>
paragraph: Después de aprobada el acta de la sesión anterior, el ministro de Hacienda, de uniforme, subió á la tribuna y leyó trece proyectos de ley. <box>42 1284 245 1332</box>
paragraph: Al abrir aquélla vieron á dos individuos que huían en dirección á los ventanales citados, pero al presentar salir el sereno Urtaza, que estaba al acecho, les apuntó con el revólver y entonces desistieron de sus propósitos. <box>1120 1316 1319 1400</box>
paragraph: Una vez que se formularon algunos ruegos de escaso interés, se pasó á discusión el proyecto modificando el primitivo trazado del ferrocarril de Nogueira-Palleras, que fué aprobado sin gran debate. <box>42 2279 245 2352</box>
divider <box>1126 625 1312 626</box>
subheading: Segunda parte <box>759 1009 828 1020</box>
paragraph: Le contestó Canals en nombre de la comisión. <box>42 1532 245 1556</box>
paragraph: Cuando el sereno volvió á la calle de Urbieta, ya se encontraba en el portal de la casa un hijo del dueño y ambos penetraron en el almacén por la puerta que daba al zaguán. <box>1120 1255 1319 1315</box>
paragraph: En la reunión quedará determinada la campaña que han de realizar contra la segunda parte del proyecto de Administración local. <box>903 2156 1108 2205</box>
paragraph: El señor Benlliure insiste en no aceptar la candidatura que para diputado á Cortes le han ofrecido los elementos radicales de Valencia. <box>903 1139 1108 1188</box>
paragraph: El grupo de diputados obstruccionistas se reunirá hoy en uno de las secciones del Congreso. <box>903 2119 1108 2156</box>
ad-title-anuncio: Anuncio <box>1185 333 1254 351</box>
program-item: b) Menuet des Clochettes, Aubray. <box>695 969 876 982</box>
paragraph: Las manifestaciones se situaron al pie del edificio, obligando á salir á uno de los balcones á Melquíades Álvarez. <box>903 727 1108 764</box>
paragraph: Rahola presentará tres votos particulares al artículo de la ley de presupuestos. <box>903 2006 1108 2043</box>
paragraph: No podemos quejarnos de la benignidad del tiempo. Si los días anteriores fueron buenos, el de ayer les superó, pues además de lucir un sol espléndido la temperatura fué mucho más agradable que la que ha reinado estos últimos días, debido á que no soplaba el viento Norte frío y desagradable de dichas días, habiéndose convertido en Sur suave y casi cálido. <box>903 1333 1108 1465</box>
paragraph: Rectificó Moret, y al hacerlo pidió un proyecto para reglamentar el crédito en la zona del canal de Aragón y Cataluña. <box>256 308 459 357</box>
paragraph: Sillas, 3 pesetas; delantera de galería, 1,50; galería 1. <box>1120 850 1319 876</box>
subheading: Un naufragio <box>480 932 557 945</box>
